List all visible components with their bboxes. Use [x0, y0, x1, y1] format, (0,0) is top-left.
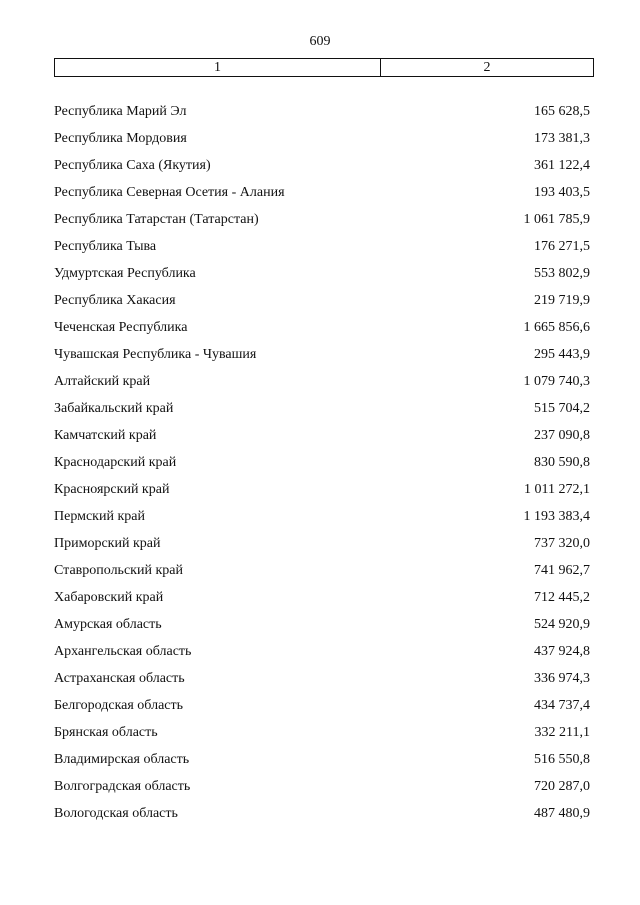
region-table — [54, 103, 590, 832]
table-row — [54, 427, 590, 454]
region-value: 176 271,5 — [534, 239, 590, 254]
region-name: Астраханская область — [54, 671, 185, 686]
table-row — [54, 562, 590, 589]
region-name: Республика Тыва — [54, 239, 157, 254]
region-value: 712 445,2 — [534, 590, 590, 605]
page-number: 609 — [309, 34, 331, 49]
region-value: 361 122,4 — [534, 158, 590, 173]
region-name: Приморский край — [54, 536, 161, 551]
region-value: 1 665 856,6 — [523, 320, 590, 335]
region-value: 1 079 740,3 — [523, 374, 590, 389]
table-row — [54, 103, 590, 130]
region-name: Ставропольский край — [54, 563, 183, 578]
table-row — [54, 184, 590, 211]
table-row — [54, 238, 590, 265]
region-name: Республика Саха (Якутия) — [54, 158, 211, 173]
table-row — [54, 481, 590, 508]
region-name: Удмуртская Республика — [54, 266, 196, 281]
region-value: 332 211,1 — [534, 725, 590, 740]
region-name: Амурская область — [54, 617, 162, 632]
region-value: 1 193 383,4 — [523, 509, 590, 524]
table-row — [54, 454, 590, 481]
table-row — [54, 697, 590, 724]
region-name: Владимирская область — [54, 752, 190, 767]
table-row — [54, 589, 590, 616]
region-value: 515 704,2 — [534, 401, 590, 416]
region-value: 553 802,9 — [534, 266, 590, 281]
region-name: Чеченская Республика — [54, 320, 188, 335]
region-name: Архангельская область — [54, 644, 192, 659]
region-value: 741 962,7 — [534, 563, 590, 578]
table-row — [54, 346, 590, 373]
region-value: 1 061 785,9 — [523, 212, 590, 227]
table-row — [54, 211, 590, 238]
region-value: 437 924,8 — [534, 644, 590, 659]
region-name: Пермский край — [54, 509, 145, 524]
column-header-2: 2 — [483, 60, 491, 75]
table-row — [54, 751, 590, 778]
region-value: 720 287,0 — [534, 779, 590, 794]
region-value: 219 719,9 — [534, 293, 590, 308]
region-name: Чувашская Республика - Чувашия — [54, 347, 257, 362]
region-name: Забайкальский край — [54, 401, 174, 416]
region-name: Камчатский край — [54, 428, 157, 443]
region-value: 193 403,5 — [534, 185, 590, 200]
table-row — [54, 508, 590, 535]
column-header — [54, 58, 594, 77]
region-value: 516 550,8 — [534, 752, 590, 767]
table-row — [54, 400, 590, 427]
table-row — [54, 373, 590, 400]
region-name: Республика Марий Эл — [54, 104, 187, 119]
region-name: Алтайский край — [54, 374, 151, 389]
region-value: 295 443,9 — [534, 347, 590, 362]
region-name: Красноярский край — [54, 482, 170, 497]
region-value: 524 920,9 — [534, 617, 590, 632]
table-row — [54, 670, 590, 697]
region-value: 173 381,3 — [534, 131, 590, 146]
table-row — [54, 292, 590, 319]
table-row — [54, 130, 590, 157]
table-row — [54, 319, 590, 346]
table-row — [54, 265, 590, 292]
table-row — [54, 778, 590, 805]
region-name: Республика Северная Осетия - Алания — [54, 185, 285, 200]
region-name: Республика Мордовия — [54, 131, 187, 146]
region-value: 434 737,4 — [534, 698, 590, 713]
table-row — [54, 535, 590, 562]
region-name: Республика Хакасия — [54, 293, 176, 308]
region-name: Хабаровский край — [54, 590, 164, 605]
region-value: 1 011 272,1 — [524, 482, 590, 497]
region-value: 237 090,8 — [534, 428, 590, 443]
table-row — [54, 805, 590, 832]
region-value: 336 974,3 — [534, 671, 590, 686]
region-name: Краснодарский край — [54, 455, 177, 470]
region-name: Белгородская область — [54, 698, 184, 713]
region-value: 830 590,8 — [534, 455, 590, 470]
table-row — [54, 643, 590, 670]
region-value: 737 320,0 — [534, 536, 590, 551]
region-value: 487 480,9 — [534, 806, 590, 821]
table-row — [54, 157, 590, 184]
region-name: Вологодская область — [54, 806, 178, 821]
region-name: Брянская область — [54, 725, 158, 740]
region-value: 165 628,5 — [534, 104, 590, 119]
table-row — [54, 724, 590, 751]
region-name: Волгоградская область — [54, 779, 191, 794]
region-name: Республика Татарстан (Татарстан) — [54, 212, 259, 227]
table-row — [54, 616, 590, 643]
column-header-1: 1 — [55, 59, 381, 76]
